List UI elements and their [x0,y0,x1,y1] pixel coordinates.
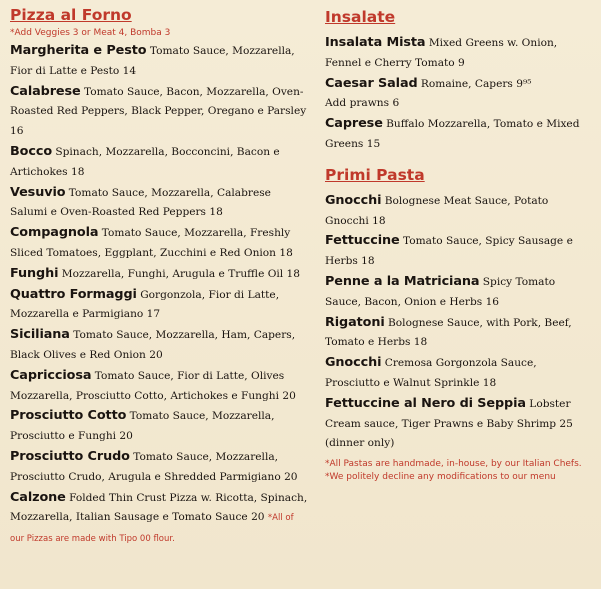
item-price: 18 [372,214,386,227]
menu-item-addon [325,94,593,114]
menu-item [10,223,310,264]
item-desc: Tomato Sauce, Mozzarella, Calabrese Salumi e Oven-Roasted Red Peppers [10,186,271,219]
pizza-section-title: Pizza al Forno [10,6,132,24]
item-name: Fettuccine [325,233,400,249]
item-price: 20 [284,470,298,483]
item-name: Prosciutto Crudo [10,448,130,464]
item-desc: Gorgonzola, Fior di Latte, Mozzarella e Parmigiano [10,288,280,321]
item-price: 16 [10,125,24,138]
item-price: 20 [251,511,265,524]
item-name: Gnocchi [325,355,382,371]
menu-item [325,353,593,394]
menu-item [325,33,593,74]
item-desc: Tomato Sauce, Bacon, Mozzarella, Oven-Roasted Red Peppers, Black Pepper, Oregano e Parsley [10,85,307,118]
item-name: Margherita e Pesto [10,43,147,58]
item-price: 15 [366,137,381,150]
menu-item [10,183,310,224]
item-price: 18 [71,165,85,178]
item-name: Insalata Mista [325,35,426,50]
item-price: 9⁹⁵ [516,77,532,90]
menu-item [10,285,310,326]
item-name: Capricciosa [10,367,92,383]
item-name: Compagnola [10,225,99,241]
item-price: 18 [482,376,497,389]
pasta-notes [325,458,593,484]
item-name: Funghi [10,265,59,281]
item-desc: Cremosa Gorgonzola Sauce, Prosciutto e Walnut Sprinkle [325,357,537,389]
item-price: 14 [122,64,137,77]
salad-pasta-column [325,7,593,484]
menu-item [10,142,310,183]
item-name: Prosciutto Cotto [10,408,127,424]
item-desc: Tomato Sauce, Spicy Sausage e Herbs [325,235,573,268]
menu-item [325,313,593,354]
item-name: Calzone [10,489,66,505]
item-price: 18 [279,246,293,259]
menu-item [10,488,310,550]
item-price: 20 [149,348,163,361]
item-availability: (dinner only) [325,437,395,450]
pizza-column [10,5,310,550]
menu-item [10,406,310,447]
item-name: Quattro Formaggi [10,286,137,302]
item-price: 18 [413,336,428,349]
item-desc: Mozzarella, Funghi, Arugula e Truffle Oil [58,267,287,280]
menu-item [325,394,593,454]
item-price: 25 [559,417,573,430]
item-name: Calabrese [10,83,81,99]
item-name: Penne a la Matriciana [325,273,480,289]
item-desc: Tomato Sauce, Mozzarella, Ham, Capers, Black Olives e Red Onion [10,329,296,361]
item-name: Caprese [325,116,383,132]
item-desc: Folded Thin Crust Pizza w. Ricotta, Spinach, Mozzarella, Italian Sausage e Tomato Sauce [10,491,308,524]
item-desc: Lobster Cream sauce, Tiger Prawns e Baby Shrimp [325,397,571,430]
menu-item [10,264,310,285]
item-desc: Mixed Greens w. Onion, Fennel e Cherry Tomato [325,37,558,69]
item-price: 17 [146,308,161,321]
pasta-modifications-note: *We politely decline any modifications to our menu [325,472,556,483]
menu-item [10,41,310,82]
item-price: 6 [392,97,400,110]
menu-item [10,447,310,488]
item-price: 16 [485,295,500,308]
item-desc: Romaine, Capers [417,77,517,90]
menu-item [10,325,310,366]
menu-item [325,191,593,232]
item-name: Rigatoni [325,314,385,330]
menu-item [325,272,593,313]
menu-item [10,366,310,407]
menu-item [325,231,593,272]
item-price: 18 [286,267,301,280]
item-desc: Tomato Sauce, Mozzarella, Prosciutto e Funghi [10,410,275,443]
pizza-addons-note: *Add Veggies 3 or Meat 4, Bomba 3 [10,28,171,38]
item-name: Gnocchi [325,192,382,208]
insalate-section-title: Insalate [325,8,396,26]
item-desc: Tomato Sauce, Mozzarella, Prosciutto Crudo, Arugula e Shredded Parmigiano [10,450,285,483]
item-price: 20 [119,430,133,443]
item-price: 18 [361,255,375,268]
item-desc: Bolognese Meat Sauce, Potato Gnocchi [325,194,549,227]
menu-item [325,114,593,155]
item-desc: Spinach, Mozzarella, Bocconcini, Bacon e Artichokes [10,145,280,178]
item-desc: Add prawns [325,97,393,110]
item-name: Bocco [10,143,53,159]
pasta-handmade-note: *All Pastas are handmade, in-house, by our Italian Chefs. [325,459,582,470]
menu-item [10,82,310,142]
item-desc: Spicy Tomato Sauce, Bacon, Onion e Herbs [325,275,556,308]
item-name: Siciliana [10,327,70,343]
primi-section-title: Primi Pasta [325,165,425,184]
item-name: Vesuvio [10,184,66,200]
pizza-flour-note: *All of our Pizzas are made with Tipo 00 flour. [10,513,294,545]
item-price: 9 [458,56,465,69]
item-desc: Tomato Sauce, Mozzarella, Freshly Sliced Tomatoes, Eggplant, Zucchini e Red Onion [10,227,291,259]
item-desc: Tomato Sauce, Mozzarella, Fior di Latte e Pesto [10,45,295,77]
item-price: 18 [209,206,223,219]
item-desc: Tomato Sauce, Fior di Latte, Olives Mozzarella, Prosciutto Cotto, Artichokes e Funghi [10,369,285,402]
item-name: Caesar Salad [325,75,418,91]
item-desc: Buffalo Mozzarella, Tomato e Mixed Greens [325,118,580,150]
item-price: 20 [282,389,296,402]
menu-item [325,74,593,95]
item-desc: Bolognese Sauce, with Pork, Beef, Tomato e Herbs [325,316,572,349]
item-name: Fettuccine al Nero di Seppia [325,395,526,411]
